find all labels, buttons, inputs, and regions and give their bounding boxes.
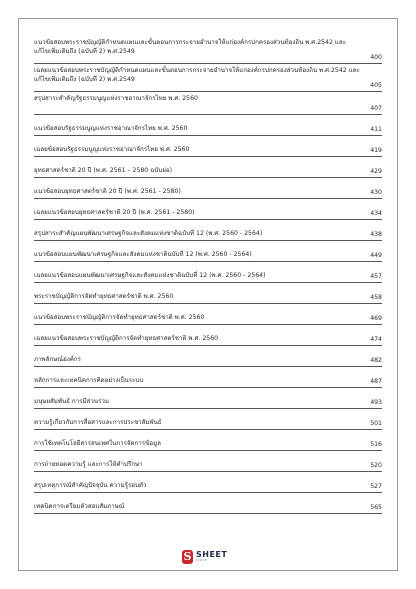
toc-entry-page-number: 469	[370, 315, 382, 322]
toc-entry-page-number: 419	[370, 147, 382, 154]
toc-entry[interactable]	[34, 325, 382, 346]
toc-entry[interactable]	[34, 367, 382, 388]
toc-entry-title: การถ่ายทอดความรู้ และการให้คำปรึกษา	[34, 461, 143, 468]
toc-entry-page-number: 411	[370, 126, 382, 133]
toc-entry[interactable]	[34, 92, 382, 115]
toc-entry[interactable]	[34, 493, 382, 514]
toc-entry[interactable]	[34, 136, 382, 157]
table-of-contents	[34, 36, 382, 514]
toc-entry[interactable]	[34, 283, 382, 304]
toc-entry-page-number: 516	[370, 441, 382, 448]
toc-entry-page-number: 520	[370, 462, 382, 469]
toc-entry-title: สรุปสาระสำคัญรัฐธรรมนูญแห่งราชอาณาจักรไทย พ.ศ. 2560	[34, 95, 198, 102]
toc-entry-title: แนวข้อสอบพระราชบัญญัติการจัดทำยุทธศาสตร์ชาติ พ.ศ. 2560	[34, 314, 205, 321]
toc-entry[interactable]	[34, 157, 382, 178]
toc-entry[interactable]	[34, 36, 382, 64]
toc-entry-page-number: 474	[370, 336, 382, 343]
toc-entry-title: พระราชบัญญัติการจัดทำยุทธศาสตร์ชาติ พ.ศ. 2560	[34, 293, 174, 300]
toc-entry[interactable]	[34, 451, 382, 472]
toc-entry-title: เทคนิคการเตรียมตัวสอบสัมภาษณ์	[34, 503, 125, 510]
toc-entry[interactable]	[34, 115, 382, 136]
toc-entry[interactable]	[34, 346, 382, 367]
toc-entry[interactable]	[34, 430, 382, 451]
toc-entry-page-number: 458	[370, 294, 382, 301]
toc-entry[interactable]	[34, 199, 382, 220]
logo-s-icon: S	[183, 550, 192, 563]
logo-name: SHEET	[196, 550, 228, 560]
toc-entry-title: สรุปเหตุการณ์สำคัญปัจจุบัน ความรู้รอบตัว	[34, 482, 147, 489]
toc-entry-page-number: 527	[370, 483, 382, 490]
toc-entry-page-number: 493	[370, 399, 382, 406]
toc-entry-title: แนวข้อสอบรัฐธรรมนูญแห่งราชอาณาจักรไทย พ.ศ. 2560	[34, 125, 188, 132]
toc-entry-title: เฉลยข้อสอบรัฐธรรมนูญแห่งราชอาณาจักรไทย พ.ศ. 2560	[34, 146, 190, 153]
toc-entry[interactable]	[34, 388, 382, 409]
toc-entry-title: เฉลยแนวข้อสอบยุทธศาสตร์ชาติ 20 ปี (พ.ศ. 2561 - 2580)	[34, 209, 195, 216]
toc-entry-page-number: 407	[370, 105, 382, 112]
toc-entry-page-number: 565	[370, 504, 382, 511]
toc-entry-page-number: 434	[370, 210, 382, 217]
toc-entry[interactable]	[34, 241, 382, 262]
toc-entry-page-number: 430	[370, 189, 382, 196]
toc-entry-title: แนวข้อสอบยุทธศาสตร์ชาติ 20 ปี (พ.ศ. 2561 - 2580)	[34, 188, 181, 195]
toc-entry-title: แนวข้อสอบแผนพัฒนาเศรษฐกิจและสังคมแห่งชาติฉบับที่ 12 (พ.ศ. 2560 - 2564)	[34, 251, 252, 258]
toc-entry-title: เฉลยแนวข้อสอบพระราชบัญญัติการจัดทำยุทธศาสตร์ชาติ พ.ศ. 2560	[34, 335, 219, 342]
toc-entry-title: การใช้เทคโนโลยีสารสนเทศในการจัดการข้อมูล	[34, 440, 161, 447]
toc-entry[interactable]	[34, 472, 382, 493]
toc-entry[interactable]	[34, 304, 382, 325]
toc-entry[interactable]	[34, 409, 382, 430]
toc-entry-page-number: 400	[370, 54, 382, 61]
toc-entry-page-number: 429	[370, 168, 382, 175]
toc-entry[interactable]	[34, 64, 382, 92]
toc-entry-title: เฉลยแนวข้อสอบพระราชบัญญัติกำหนดแผนและขั้นตอนการกระจายอำนาจให้แก่องค์กรปกครองส่วนท้องถิ่น พ.ศ.2542 และแก้ไขเพิ่มเติมถึง (ฉบับที่ 2) พ.ศ.2549	[34, 67, 360, 83]
logo-subtitle: store	[196, 558, 208, 563]
toc-entry-page-number: 482	[370, 357, 382, 364]
toc-entry-title: แนวข้อสอบพระราชบัญญัติกำหนดแผนและขั้นตอนการกระจายอำนาจให้แก่องค์กรปกครองส่วนท้องถิ่น พ.ศ.2542 และแก้ไขเพิ่มเติมถึง (ฉบับที่ 2) พ.ศ.2549	[34, 39, 347, 55]
sheet-store-logo	[182, 549, 227, 565]
toc-entry-page-number: 487	[370, 378, 382, 385]
toc-entry-title: ความรู้เกี่ยวกับการสื่อสารและการประชาสัมพันธ์	[34, 419, 162, 426]
toc-entry-title: เฉลยแนวข้อสอบแผนพัฒนาเศรษฐกิจและสังคมแห่งชาติฉบับที่ 12 (พ.ศ. 2560 - 2564)	[34, 272, 266, 279]
toc-entry-page-number: 501	[370, 420, 382, 427]
toc-entry[interactable]	[34, 262, 382, 283]
toc-entry-title: ภาพลักษณ์องค์กร	[34, 356, 81, 363]
toc-entry-title: ยุทธศาสตร์ชาติ 20 ปี (พ.ศ. 2561 – 2580 ฉบับย่อ)	[34, 167, 173, 174]
toc-entry-page-number: 449	[370, 252, 382, 259]
toc-entry-page-number: 405	[370, 82, 382, 89]
toc-entry-title: มนุษยสัมพันธ์ การมีส่วนร่วม	[34, 398, 109, 405]
toc-entry-title: สรุปสาระสำคัญแผนพัฒนาเศรษฐกิจและสังคมแห่งชาติฉบับที่ 12 (พ.ศ. 2560 - 2564)	[34, 230, 263, 237]
toc-entry-page-number: 457	[370, 273, 382, 280]
toc-entry[interactable]	[34, 220, 382, 241]
toc-entry[interactable]	[34, 178, 382, 199]
toc-entry-page-number: 438	[370, 231, 382, 238]
toc-entry-title: หลักการและเทคนิคการคิดอย่างเป็นระบบ	[34, 377, 144, 384]
